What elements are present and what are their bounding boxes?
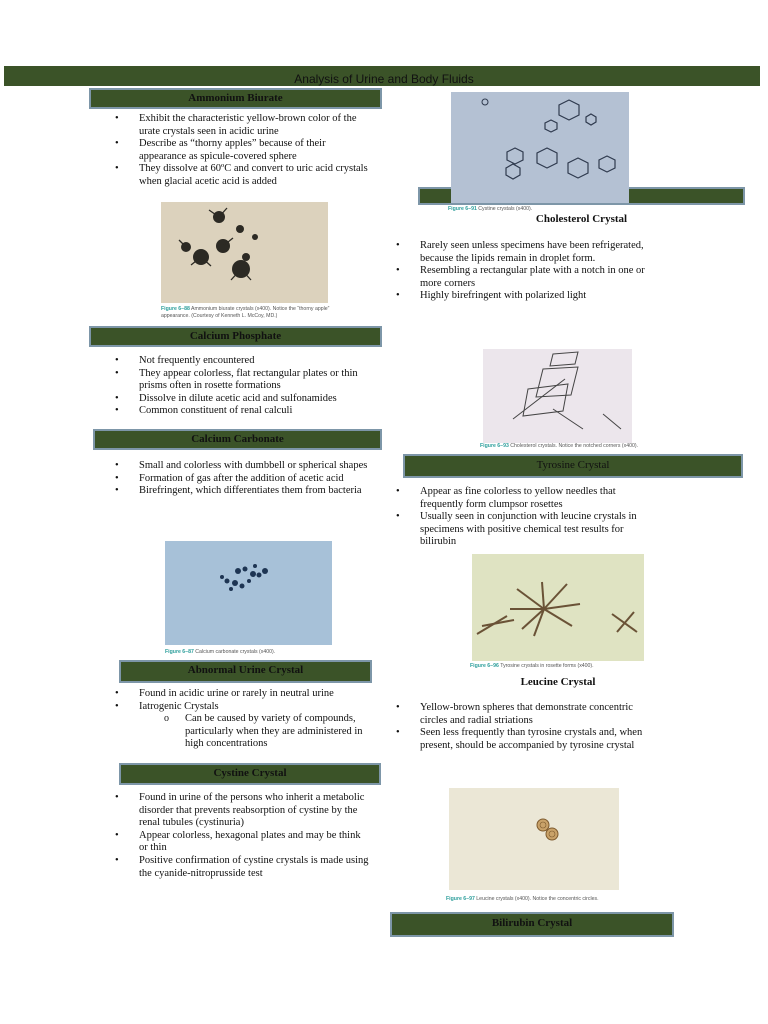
list-item: • Birefringent, which differentiates them from bacteria	[139, 485, 371, 498]
list-item: • Usually seen in conjunction with leucine crystals in specimens with positive chemical test results for bilirubin	[420, 511, 652, 549]
calcium-carbonate-list	[139, 460, 371, 498]
section-title-cholesterol-crystal: Cholesterol Crystal	[535, 213, 628, 225]
list-item: • Formation of gas after the addition of acetic acid	[139, 473, 371, 486]
leucine-crystal-list	[420, 702, 652, 752]
section-title: Bilirubin Crystal	[491, 917, 573, 929]
list-item: • They appear colorless, flat rectangular plates or thin prisms often in rosette formations	[139, 368, 371, 393]
list-item: • Resembling a rectangular plate with a notch in one or more corners	[420, 265, 652, 290]
cholesterol-figure-caption	[480, 443, 640, 450]
calcium-carbonate-photo	[165, 541, 332, 645]
leucine-figure-caption	[446, 896, 626, 903]
list-item: • Iatrogenic Crystals	[139, 701, 371, 714]
figure-caption: Cystine crystals (x400).	[478, 206, 533, 212]
cystine-photo	[451, 92, 629, 203]
ammonium-biurate-list	[139, 113, 371, 189]
section-header-calcium-carbonate	[93, 429, 382, 450]
figure-label: Figure 6–88	[161, 306, 190, 312]
cholesterol-crystal-list	[420, 240, 652, 303]
sub-list-item: o Can be caused by variety of compounds, particularly when they are administered in high concentrations	[185, 713, 373, 751]
section-header-bilirubin-crystal	[390, 912, 674, 937]
list-item: • Common constituent of renal calculi	[139, 405, 371, 418]
cystine-figure-caption	[448, 206, 628, 213]
abnormal-urine-crystal-list	[139, 688, 371, 751]
figure-caption: Leucine crystals (x400). Notice the concentric circles.	[476, 896, 599, 902]
list-item: • Rarely seen unless specimens have been refrigerated, because the lipids remain in droplet form.	[420, 240, 652, 265]
tyrosine-crystal-list	[420, 486, 652, 549]
section-title: Tyrosine Crystal	[536, 459, 610, 471]
list-item: • Found in urine of the persons who inherit a metabolic disorder that prevents reabsorption of cystine by the renal tubules (cystinuria)	[139, 792, 371, 830]
figure-label: Figure 6–91	[448, 206, 477, 212]
document-title: Analysis of Urine and Body Fluids	[294, 72, 474, 86]
figure-caption: Ammonium biurate crystals (x400). Notice the “thorny apple” appearance. (Courtesy of Kenneth L. McCoy, MD.)	[161, 306, 330, 319]
section-title: Cystine Crystal	[213, 767, 287, 779]
section-header-ammonium-biurate	[89, 88, 382, 109]
list-item: • Found in acidic urine or rarely in neutral urine	[139, 688, 371, 701]
list-item: • Seen less frequently than tyrosine crystals and, when present, should be accompanied by tyrosine crystal	[420, 727, 652, 752]
leucine-photo	[449, 788, 619, 890]
section-header-calcium-phosphate	[89, 326, 382, 347]
figure-label: Figure 6–93	[480, 443, 509, 449]
list-item: • They dissolve at 60ºC and convert to uric acid crystals when glacial acetic acid is added	[139, 163, 371, 188]
list-item: • Dissolve in dilute acetic acid and sulfonamides	[139, 393, 371, 406]
section-header-tyrosine-crystal	[403, 454, 743, 478]
ammonium-figure-caption	[161, 306, 341, 320]
section-header-cystine-crystal	[119, 763, 381, 785]
list-item: • Highly birefringent with polarized light	[420, 290, 652, 303]
calcium-phosphate-list	[139, 355, 371, 418]
list-item: • Describe as “thorny apples” because of their appearance as spicule-covered sphere	[139, 138, 371, 163]
tyrosine-figure-caption	[470, 663, 650, 670]
list-item: • Yellow-brown spheres that demonstrate concentric circles and radial striations	[420, 702, 652, 727]
section-title: Calcium Phosphate	[189, 330, 282, 342]
section-title: Abnormal Urine Crystal	[187, 664, 304, 676]
list-item: • Positive confirmation of cystine crystals is made using the cyanide-nitroprusside test	[139, 855, 371, 880]
cholesterol-photo	[483, 349, 632, 443]
list-item: • Not frequently encountered	[139, 355, 371, 368]
tyrosine-photo	[472, 554, 644, 661]
calcium-carbonate-figure-caption	[165, 649, 345, 656]
cystine-crystal-list	[139, 792, 371, 880]
list-item: • Exhibit the characteristic yellow-brown color of the urate crystals seen in acidic urine	[139, 113, 371, 138]
list-item: • Small and colorless with dumbbell or spherical shapes	[139, 460, 371, 473]
list-item: • Appear colorless, hexagonal plates and may be think or thin	[139, 830, 371, 855]
list-item: • Appear as fine colorless to yellow needles that frequently form clumpsor rosettes	[420, 486, 652, 511]
section-header-abnormal-urine-crystal	[119, 660, 372, 683]
figure-label: Figure 6–97	[446, 896, 475, 902]
section-title-leucine-crystal: Leucine Crystal	[520, 676, 596, 688]
figure-caption: Calcium carbonate crystals (x400).	[195, 649, 276, 655]
figure-caption: Tyrosine crystals in rosette forms (x400).	[500, 663, 594, 669]
ammonium-biurate-photo	[161, 202, 328, 303]
section-title: Calcium Carbonate	[191, 433, 284, 445]
figure-label: Figure 6–87	[165, 649, 194, 655]
figure-label: Figure 6–96	[470, 663, 499, 669]
figure-caption: Cholesterol crystals. Notice the notched corners (x400).	[510, 443, 639, 449]
section-title: Ammonium Biurate	[188, 92, 283, 104]
